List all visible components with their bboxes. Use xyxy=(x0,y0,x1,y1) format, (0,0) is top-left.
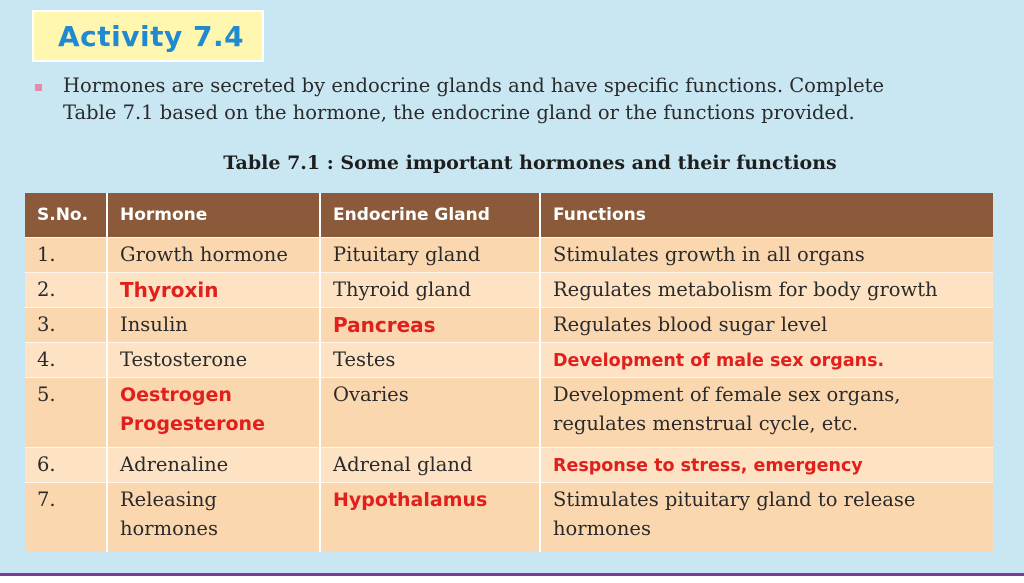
cell-sno: 3. xyxy=(25,308,107,343)
cell-function: Regulates metabolism for body growth xyxy=(540,273,993,308)
bottom-divider xyxy=(0,573,1024,583)
cell-hormone: Growth hormone xyxy=(107,238,320,273)
cell-function xyxy=(540,448,993,483)
cell-hormone xyxy=(107,273,320,308)
hormones-table xyxy=(25,193,993,552)
table-row xyxy=(25,308,993,343)
answer-hormone: Oestrogen xyxy=(120,384,232,406)
table-row xyxy=(25,343,993,378)
function-line: regulates menstrual cycle, etc. xyxy=(553,412,859,435)
cell-function xyxy=(540,343,993,378)
table-row xyxy=(25,238,993,273)
answer-function: Response to stress, emergency xyxy=(553,456,863,476)
cell-gland xyxy=(320,483,540,553)
intro-paragraph xyxy=(63,72,993,126)
cell-gland: Adrenal gland xyxy=(320,448,540,483)
cell-gland xyxy=(320,308,540,343)
cell-sno: 4. xyxy=(25,343,107,378)
header-functions: Functions xyxy=(540,193,993,238)
header-sno: S.No. xyxy=(25,193,107,238)
cell-hormone: Adrenaline xyxy=(107,448,320,483)
cell-function xyxy=(540,378,993,448)
cell-gland: Ovaries xyxy=(320,378,540,448)
table-caption: Table 7.1 : Some important hormones and their functions xyxy=(223,152,837,174)
function-line: hormones xyxy=(553,517,651,540)
intro-line-2: Table 7.1 based on the hormone, the endocrine gland or the functions provided. xyxy=(63,101,855,124)
cell-sno: 6. xyxy=(25,448,107,483)
header-gland: Endocrine Gland xyxy=(320,193,540,238)
hormone-line: Releasing xyxy=(120,488,217,511)
table-row xyxy=(25,483,993,553)
bullet-icon xyxy=(35,84,42,91)
answer-gland: Pancreas xyxy=(333,313,436,337)
cell-hormone: Testosterone xyxy=(107,343,320,378)
cell-gland: Testes xyxy=(320,343,540,378)
answer-hormone: Progesterone xyxy=(120,413,265,435)
table-header-row xyxy=(25,193,993,238)
function-line: Stimulates pituitary gland to release xyxy=(553,488,916,511)
answer-gland: Hypothalamus xyxy=(333,489,488,511)
table-row xyxy=(25,448,993,483)
cell-function xyxy=(540,483,993,553)
cell-hormone: Insulin xyxy=(107,308,320,343)
cell-function: Regulates blood sugar level xyxy=(540,308,993,343)
answer-function: Development of male sex organs. xyxy=(553,351,885,371)
cell-function: Stimulates growth in all organs xyxy=(540,238,993,273)
function-line: Development of female sex organs, xyxy=(553,383,901,406)
activity-heading-box xyxy=(32,10,264,62)
cell-sno: 1. xyxy=(25,238,107,273)
table-row xyxy=(25,378,993,448)
cell-sno: 7. xyxy=(25,483,107,553)
cell-sno: 5. xyxy=(25,378,107,448)
answer-hormone: Thyroxin xyxy=(120,278,219,302)
header-hormone: Hormone xyxy=(107,193,320,238)
table-row xyxy=(25,273,993,308)
cell-hormone xyxy=(107,483,320,553)
cell-gland: Pituitary gland xyxy=(320,238,540,273)
cell-sno: 2. xyxy=(25,273,107,308)
cell-hormone xyxy=(107,378,320,448)
cell-gland: Thyroid gland xyxy=(320,273,540,308)
activity-title: Activity 7.4 xyxy=(58,20,245,53)
hormone-line: hormones xyxy=(120,517,218,540)
intro-line-1: Hormones are secreted by endocrine glands and have specific functions. Complete xyxy=(63,74,884,97)
